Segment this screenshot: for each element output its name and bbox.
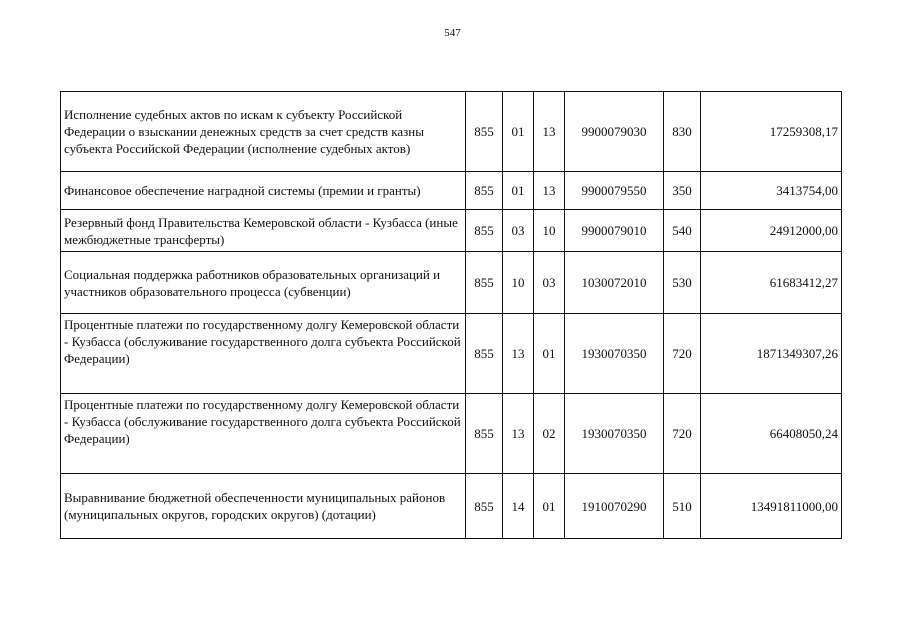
amount-cell: 66408050,24 — [701, 394, 842, 474]
description-cell: Резервный фонд Правительства Кемеровской области - Кузбасса (иные межбюджетные трансферты) — [61, 210, 466, 252]
table-row — [61, 172, 842, 210]
table-row — [61, 210, 842, 252]
section-code-cell: 13 — [503, 314, 534, 394]
ministry-code-cell: 855 — [466, 474, 503, 539]
ministry-code-cell: 855 — [466, 172, 503, 210]
expense-type-cell: 350 — [664, 172, 701, 210]
expense-type-cell: 720 — [664, 314, 701, 394]
subsection-code-cell: 01 — [534, 474, 565, 539]
table-row — [61, 474, 842, 539]
ministry-code-cell: 855 — [466, 394, 503, 474]
target-article-cell: 9900079550 — [565, 172, 664, 210]
ministry-code-cell: 855 — [466, 252, 503, 314]
description-cell: Финансовое обеспечение наградной системы (премии и гранты) — [61, 172, 466, 210]
description-cell: Социальная поддержка работников образовательных организаций и участников образовательного процесса (субвенции) — [61, 252, 466, 314]
expense-type-cell: 830 — [664, 92, 701, 172]
amount-cell: 24912000,00 — [701, 210, 842, 252]
expense-type-cell: 720 — [664, 394, 701, 474]
description-cell: Исполнение судебных актов по искам к субъекту Российской Федерации о взыскании денежных средств за счет средств казны субъекта Российской Федерации (исполнение судебных актов) — [61, 92, 466, 172]
section-code-cell: 14 — [503, 474, 534, 539]
target-article-cell: 1930070350 — [565, 314, 664, 394]
section-code-cell: 01 — [503, 92, 534, 172]
subsection-code-cell: 02 — [534, 394, 565, 474]
target-article-cell: 1910070290 — [565, 474, 664, 539]
section-code-cell: 13 — [503, 394, 534, 474]
target-article-cell: 1930070350 — [565, 394, 664, 474]
subsection-code-cell: 03 — [534, 252, 565, 314]
ministry-code-cell: 855 — [466, 314, 503, 394]
page-number: 547 — [444, 27, 461, 39]
expense-type-cell: 510 — [664, 474, 701, 539]
budget-table — [60, 91, 842, 539]
expense-type-cell: 530 — [664, 252, 701, 314]
section-code-cell: 03 — [503, 210, 534, 252]
expense-type-cell: 540 — [664, 210, 701, 252]
description-cell: Выравнивание бюджетной обеспеченности муниципальных районов (муниципальных округов, городских округов) (дотации) — [61, 474, 466, 539]
subsection-code-cell: 13 — [534, 92, 565, 172]
table-row — [61, 252, 842, 314]
section-code-cell: 01 — [503, 172, 534, 210]
amount-cell: 1871349307,26 — [701, 314, 842, 394]
amount-cell: 61683412,27 — [701, 252, 842, 314]
table-row — [61, 394, 842, 474]
subsection-code-cell: 13 — [534, 172, 565, 210]
amount-cell: 17259308,17 — [701, 92, 842, 172]
amount-cell: 3413754,00 — [701, 172, 842, 210]
target-article-cell: 9900079030 — [565, 92, 664, 172]
section-code-cell: 10 — [503, 252, 534, 314]
description-cell: Процентные платежи по государственному долгу Кемеровской области - Кузбасса (обслуживание государственного долга субъекта Российской Федерации) — [61, 314, 466, 394]
ministry-code-cell: 855 — [466, 92, 503, 172]
description-cell: Процентные платежи по государственному долгу Кемеровской области - Кузбасса (обслуживание государственного долга субъекта Российской Федерации) — [61, 394, 466, 474]
table-row — [61, 314, 842, 394]
subsection-code-cell: 01 — [534, 314, 565, 394]
subsection-code-cell: 10 — [534, 210, 565, 252]
target-article-cell: 9900079010 — [565, 210, 664, 252]
amount-cell: 13491811000,00 — [701, 474, 842, 539]
ministry-code-cell: 855 — [466, 210, 503, 252]
table-row — [61, 92, 842, 172]
target-article-cell: 1030072010 — [565, 252, 664, 314]
